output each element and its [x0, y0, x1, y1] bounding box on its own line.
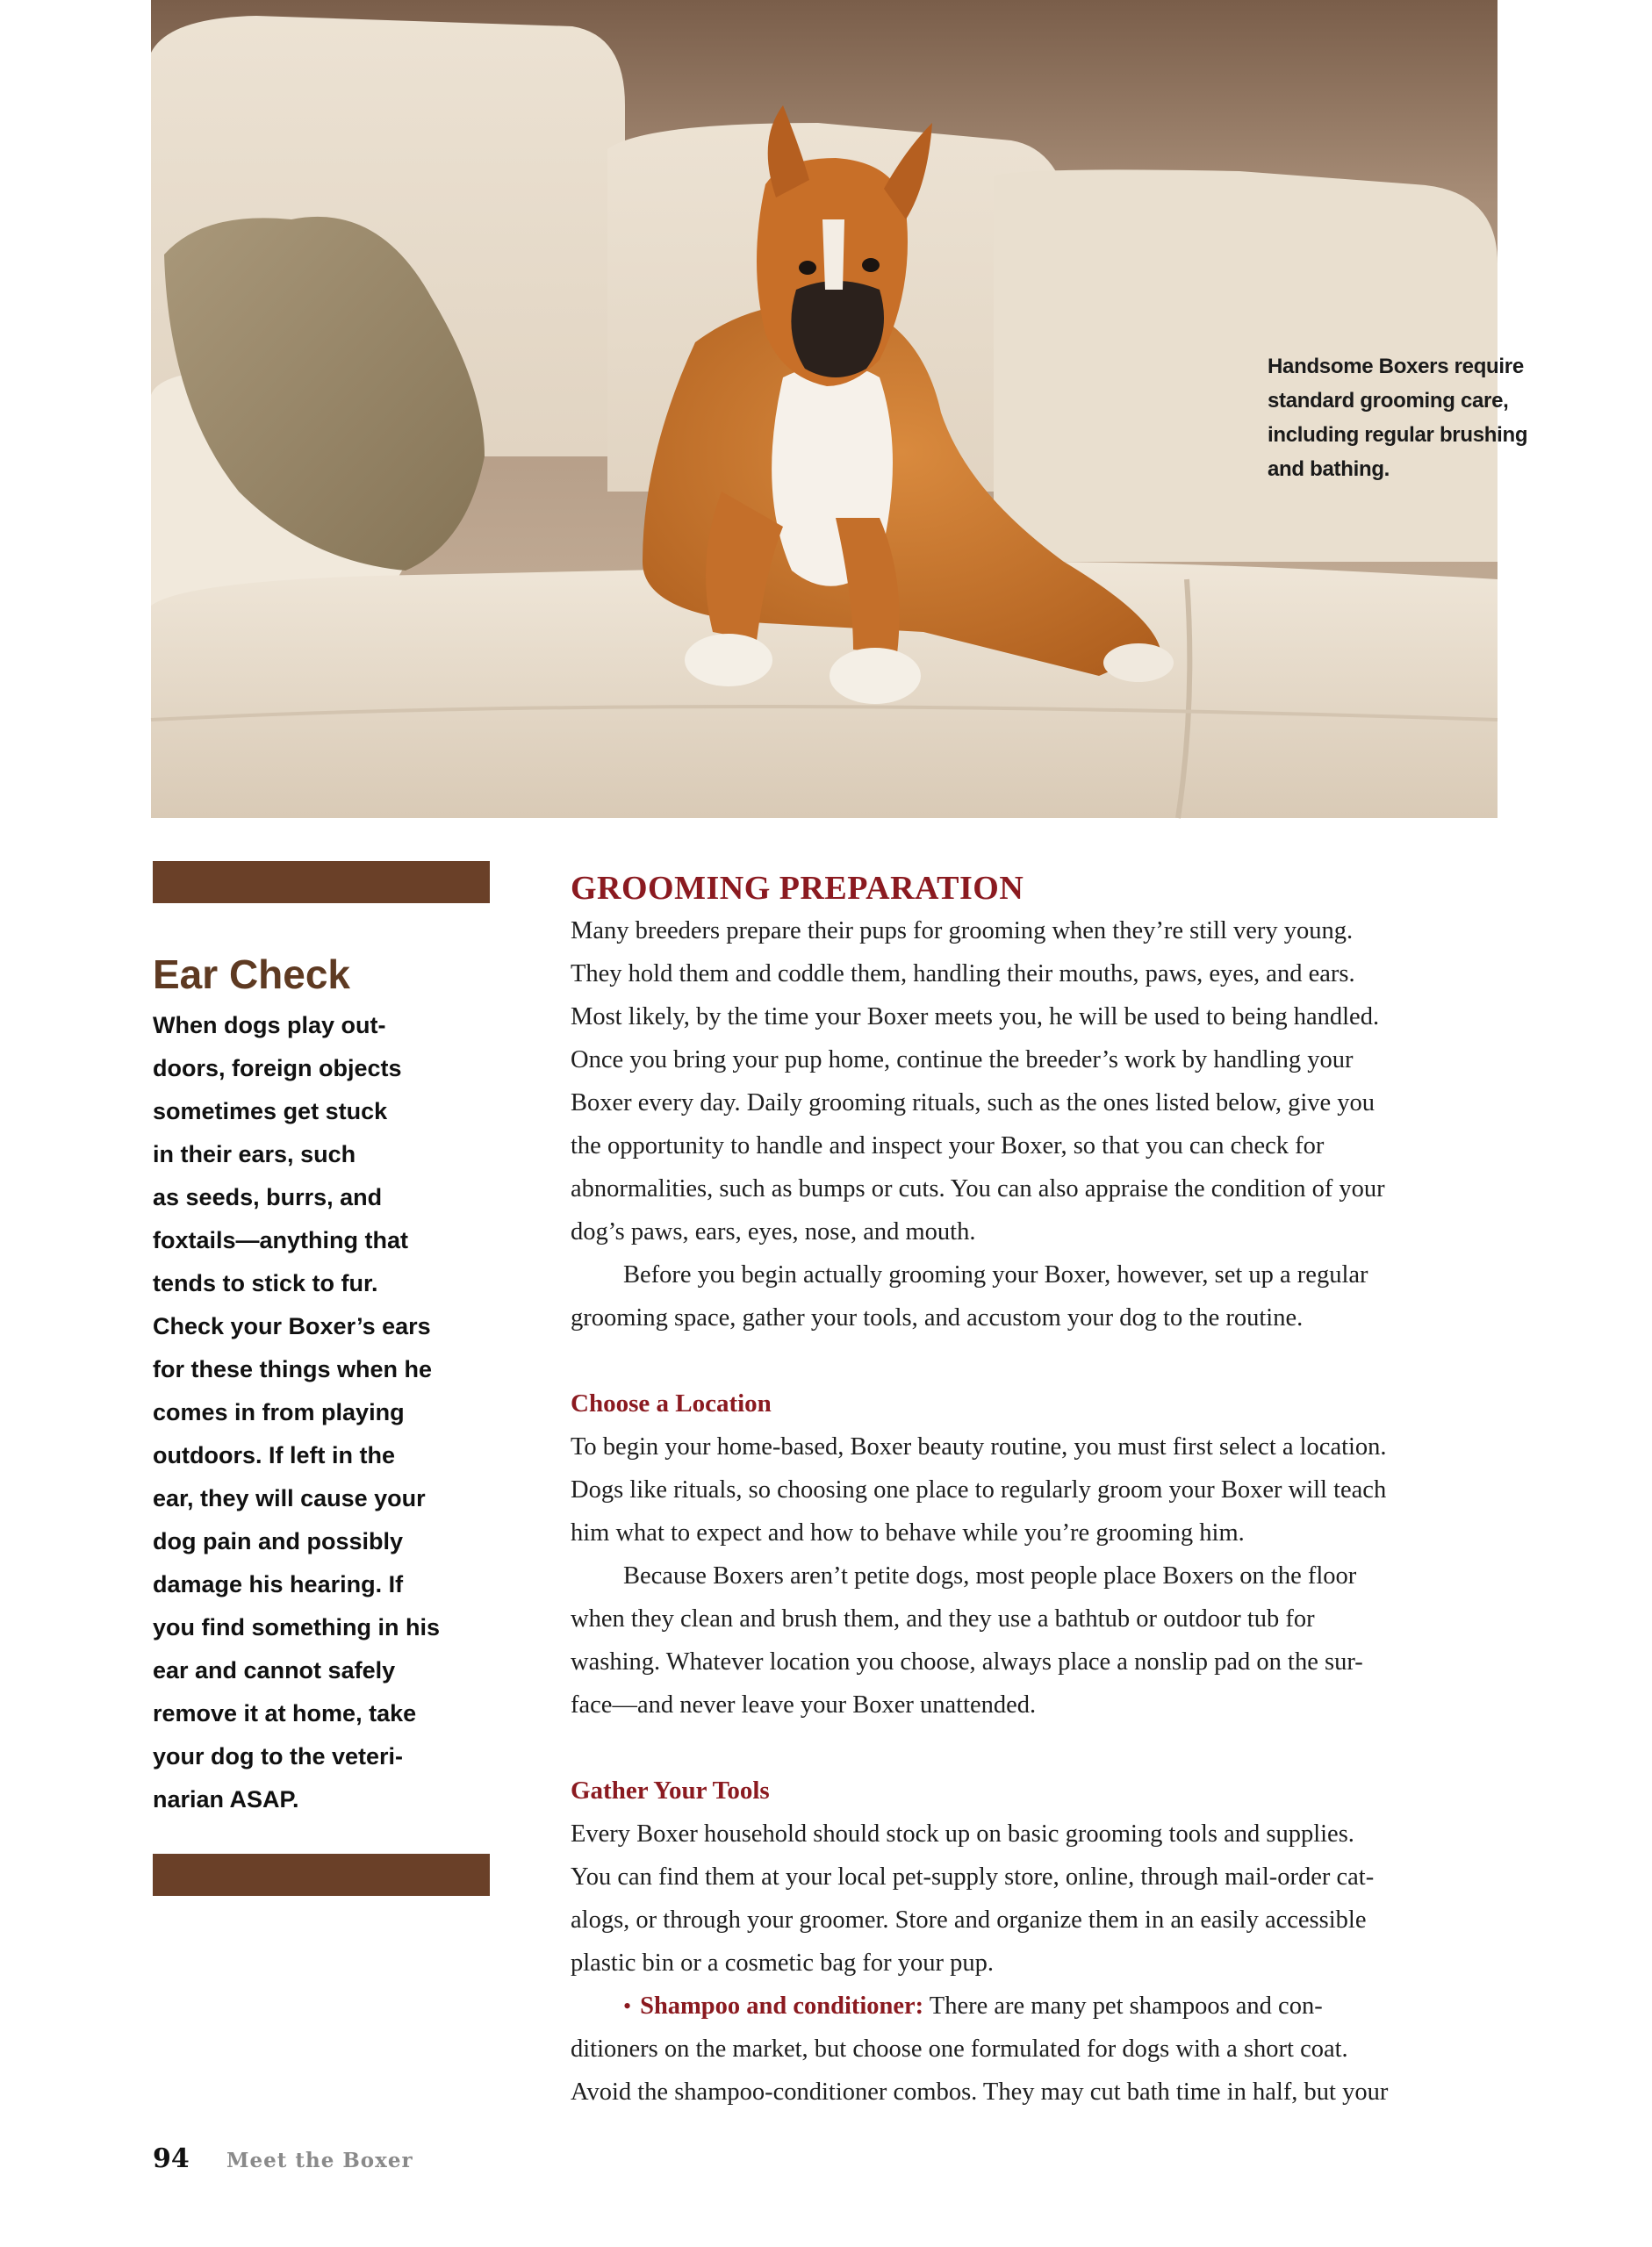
sidebar-title: Ear Check	[153, 951, 351, 997]
text-line: Many breeders prepare their pups for grooming when they’re still very young.	[571, 917, 1354, 944]
text-line: washing. Whatever location you choose, always place a nonslip pad on the sur-	[571, 1648, 1363, 1676]
sidebar-line: doors, foreign objects	[153, 1055, 402, 1081]
sidebar-top-bar	[153, 861, 490, 903]
sidebar-body	[153, 1004, 495, 1821]
sidebar-line: sometimes get stuck	[153, 1098, 388, 1124]
caption-line: and bathing.	[1268, 457, 1390, 481]
text-line: You can find them at your local pet-supply store, online, through mail-order cat-	[571, 1863, 1375, 1891]
page-number: 94	[153, 2143, 190, 2174]
sidebar-line: in their ears, such	[153, 1141, 356, 1167]
boxer-photo	[151, 0, 1528, 818]
dog-muzzle	[791, 281, 884, 377]
dog-paw-back	[1103, 643, 1174, 682]
intro-paragraph	[571, 909, 1501, 1339]
text-line: Avoid the shampoo-conditioner combos. They may cut bath time in half, but your	[571, 2078, 1389, 2106]
caption-line: including regular brushing	[1268, 423, 1528, 447]
photo-caption	[1268, 349, 1548, 486]
sidebar-line: comes in from playing	[153, 1399, 405, 1425]
sidebar-line: outdoors. If left in the	[153, 1442, 395, 1468]
section-heading: GROOMING PREPARATION	[571, 870, 1024, 907]
dog-paw-left	[685, 634, 772, 686]
text-line: when they clean and brush them, and they use a bathtub or outdoor tub for	[571, 1605, 1315, 1633]
text-line: Before you begin actually grooming your Boxer, however, set up a regular	[623, 1261, 1368, 1289]
text-line: Most likely, by the time your Boxer meets you, he will be used to being handled.	[571, 1003, 1380, 1030]
bullet-term: Shampoo and conditioner:	[640, 1992, 924, 2020]
text-line: ditioners on the market, but choose one formulated for dogs with a short coat.	[571, 2035, 1348, 2063]
bullet-icon: •	[623, 1993, 632, 2019]
text-line: plastic bin or a cosmetic bag for your pup.	[571, 1949, 994, 1977]
sidebar-line: ear, they will cause your	[153, 1485, 426, 1511]
text-line: Every Boxer household should stock up on basic grooming tools and supplies.	[571, 1820, 1354, 1848]
sidebar-line: tends to stick to fur.	[153, 1270, 378, 1296]
sidebar-line: Check your Boxer’s ears	[153, 1313, 431, 1339]
text-line: dog’s paws, ears, eyes, nose, and mouth.	[571, 1218, 976, 1246]
text-line: alogs, or through your groomer. Store and organize them in an easily accessible	[571, 1906, 1367, 1934]
location-paragraph	[571, 1425, 1501, 1727]
running-title: Meet the Boxer	[226, 2149, 413, 2172]
sidebar-line: narian ASAP.	[153, 1786, 299, 1813]
dog-blaze	[822, 219, 844, 290]
sidebar-line: as seeds, burrs, and	[153, 1184, 383, 1210]
text-line: grooming space, gather your tools, and accustom your dog to the routine.	[571, 1304, 1304, 1332]
text-line: Boxer every day. Daily grooming rituals, such as the ones listed below, give you	[571, 1089, 1375, 1116]
text-line: Because Boxers aren’t petite dogs, most people place Boxers on the floor	[623, 1562, 1357, 1590]
sidebar-line: When dogs play out-	[153, 1012, 386, 1038]
bullet-item-shampoo	[571, 1985, 1501, 2028]
dog-paw-right	[830, 648, 921, 704]
tools-paragraph	[571, 1813, 1501, 2114]
spacer	[571, 1339, 1501, 1382]
subheading-location: Choose a Location	[571, 1389, 772, 1418]
sidebar-line: dog pain and possibly	[153, 1528, 404, 1554]
text-line: Dogs like rituals, so choosing one place to regularly groom your Boxer will teach	[571, 1476, 1387, 1504]
dog-eye-left	[799, 261, 816, 275]
text-line: face—and never leave your Boxer unattended.	[571, 1691, 1037, 1719]
sidebar-line: ear and cannot safely	[153, 1657, 396, 1683]
sidebar-line: foxtails—anything that	[153, 1227, 409, 1253]
text-line: him what to expect and how to behave while you’re grooming him.	[571, 1519, 1245, 1547]
text-line: To begin your home-based, Boxer beauty routine, you must first select a location.	[571, 1433, 1387, 1461]
sidebar-line: remove it at home, take	[153, 1700, 417, 1727]
text-line: abnormalities, such as bumps or cuts. You can also appraise the condition of your	[571, 1175, 1385, 1202]
caption-line: Handsome Boxers require	[1268, 355, 1524, 378]
dog-eye-right	[862, 258, 880, 272]
sidebar-line: your dog to the veteri-	[153, 1743, 404, 1770]
sidebar-line: for these things when he	[153, 1356, 433, 1382]
bullet-text: There are many pet shampoos and con-	[923, 1992, 1323, 2020]
sidebar-line: damage his hearing. If	[153, 1571, 404, 1597]
main-column	[571, 867, 1501, 2114]
sidebar-line: you find something in his	[153, 1614, 440, 1640]
caption-line: standard grooming care,	[1268, 389, 1509, 413]
sidebar-bottom-bar	[153, 1854, 490, 1896]
text-line: the opportunity to handle and inspect your Boxer, so that you can check for	[571, 1132, 1325, 1159]
spacer	[571, 1727, 1501, 1770]
text-line: Once you bring your pup home, continue the breeder’s work by handling your	[571, 1046, 1354, 1073]
subheading-tools: Gather Your Tools	[571, 1777, 770, 1805]
text-line: They hold them and coddle them, handling their mouths, paws, eyes, and ears.	[571, 960, 1355, 987]
